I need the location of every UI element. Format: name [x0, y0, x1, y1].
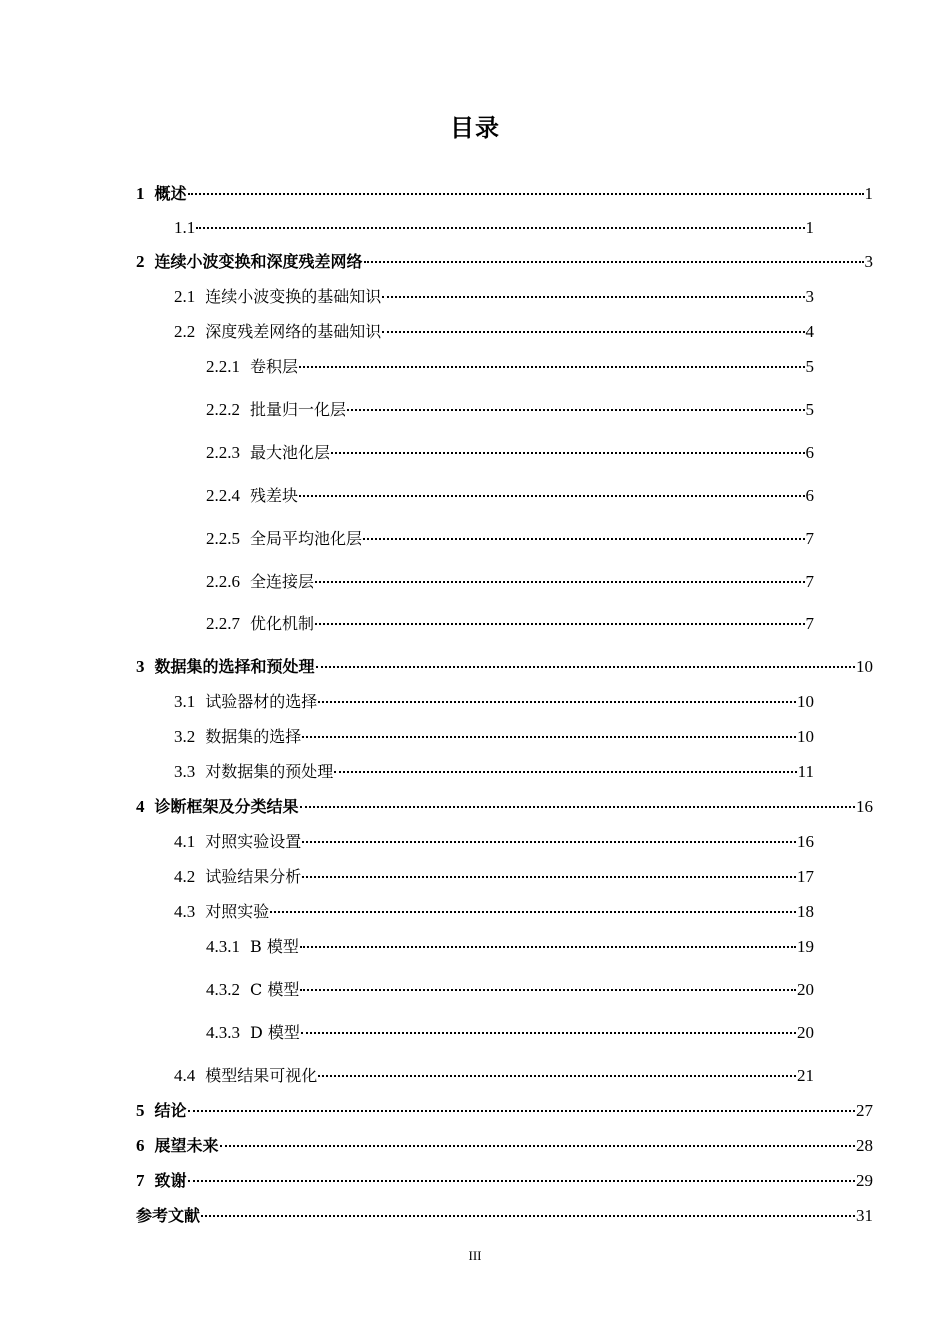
toc-entry-4-3-2[interactable]: [206, 973, 814, 999]
toc-dot-leader: [316, 650, 855, 672]
toc-entry-page: 5: [805, 357, 814, 376]
toc-dot-leader: [318, 1059, 796, 1081]
toc-dot-leader: [318, 685, 796, 707]
toc-dot-leader: [364, 245, 864, 267]
toc-entry-page: 31: [856, 1206, 873, 1225]
toc-entry-title: 致谢: [154, 1171, 187, 1190]
toc-entry-page: 3: [864, 252, 873, 271]
toc-entry-page: 27: [856, 1101, 873, 1120]
toc-entry-title: 试验结果分析: [205, 867, 302, 886]
toc-entry-number: 7: [136, 1171, 145, 1190]
toc-entry-number: 3: [136, 657, 145, 676]
toc-entry-number: 2.2.4: [206, 486, 240, 505]
toc-entry-number: 3.1: [174, 692, 196, 711]
toc-entry-number: 2.2.5: [206, 529, 240, 548]
toc-entry-number: 2.2.1: [206, 357, 240, 376]
toc-entry-title: 概述: [154, 184, 187, 203]
toc-entry-page: 20: [797, 980, 814, 999]
toc-entry-4-2[interactable]: [174, 860, 814, 886]
toc-entry-4-3[interactable]: [174, 895, 814, 921]
toc-entry-4[interactable]: [136, 790, 873, 816]
toc-entry-2-2-2[interactable]: [206, 393, 814, 419]
toc-entry-number: 4.1: [174, 832, 196, 851]
toc-dot-leader: [300, 973, 796, 995]
toc-entry-page: 11: [797, 762, 814, 781]
toc-entry-number: 2.2.7: [206, 614, 240, 633]
toc-entry-number: 5: [136, 1101, 145, 1120]
toc-entry-number: 6: [136, 1136, 145, 1155]
toc-entry-page: 4: [805, 322, 814, 341]
toc-entry-page: 17: [797, 867, 814, 886]
page-number: III: [468, 1248, 482, 1263]
toc-entry-page: 29: [856, 1171, 873, 1190]
toc-entry-title: 批量归一化层: [250, 400, 347, 419]
toc-entry-6[interactable]: [136, 1129, 873, 1155]
toc-entry-title: 对数据集的预处理: [205, 762, 334, 781]
toc-entry-number: 4.4: [174, 1066, 196, 1085]
toc-entry-3-2[interactable]: [174, 720, 814, 746]
toc-entry-number: 1: [136, 184, 145, 203]
toc-entry-title: 全局平均池化层: [250, 529, 363, 548]
toc-entry-title: C 模型: [250, 980, 300, 999]
toc-dot-leader: [382, 280, 804, 302]
toc-dot-leader: [188, 177, 864, 199]
toc-entry-page: 28: [856, 1136, 873, 1155]
toc-dot-leader: [382, 315, 804, 337]
toc-entry-page: 10: [856, 657, 873, 676]
toc-entry-number: 4.3: [174, 902, 196, 921]
toc-entry-title: 展望未来: [154, 1136, 219, 1155]
toc-entry-number: 4.3.3: [206, 1023, 240, 1042]
toc-entry-number: 2: [136, 252, 145, 271]
toc-dot-leader: [220, 1129, 855, 1151]
toc-entry-number: 2.2.6: [206, 572, 240, 591]
toc-dot-leader: [201, 1199, 855, 1221]
toc-entry-5[interactable]: [136, 1094, 873, 1120]
toc-entry-number: 3.2: [174, 727, 196, 746]
toc-dot-leader: [302, 825, 796, 847]
toc-entry-title: 对照实验: [205, 902, 270, 921]
toc-entry-2[interactable]: [136, 245, 873, 271]
toc-entry-2-2-3[interactable]: [206, 436, 814, 462]
toc-dot-leader: [315, 607, 804, 629]
toc-entry-number: 2.2: [174, 322, 196, 341]
toc-entry-title: B 模型: [250, 937, 299, 956]
toc-entry-3-3[interactable]: [174, 755, 814, 781]
toc-entry-page: 6: [805, 443, 814, 462]
toc-entry-2-2-5[interactable]: [206, 522, 814, 548]
toc-entry-title: 全连接层: [250, 572, 315, 591]
toc-dot-leader: [299, 479, 804, 501]
toc-entry-number: 2.1: [174, 287, 196, 306]
toc-dot-leader: [315, 565, 804, 587]
toc-entry-page: 21: [797, 1066, 814, 1085]
toc-entry-page: 6: [805, 486, 814, 505]
toc-entry-title: 试验器材的选择: [205, 692, 318, 711]
toc-entry-2-2-1[interactable]: [206, 350, 814, 376]
toc-entry-page: 1: [864, 184, 873, 203]
toc-entry-title: 连续小波变换和深度残差网络: [154, 252, 363, 271]
toc-entry-7[interactable]: [136, 1164, 873, 1190]
toc-dot-leader: [302, 860, 796, 882]
toc-entry-title: 诊断框架及分类结果: [154, 797, 299, 816]
toc-dot-leader: [270, 895, 796, 917]
toc-entry-number: 4: [136, 797, 145, 816]
toc-entry-page: 16: [856, 797, 873, 816]
toc-entry-4-3-3[interactable]: [206, 1016, 814, 1042]
toc-entry-page: 20: [797, 1023, 814, 1042]
toc-entry-page: 7: [805, 572, 814, 591]
toc-entry-1-1[interactable]: [174, 211, 814, 237]
toc-dot-leader: [331, 436, 804, 458]
toc-entry-number: 2.2.2: [206, 400, 240, 419]
toc-entry-2-2-6[interactable]: [206, 565, 814, 591]
toc-entry-page: 7: [805, 529, 814, 548]
toc-entry-title: 最大池化层: [250, 443, 331, 462]
toc-entry-title: 数据集的选择和预处理: [154, 657, 315, 676]
toc-entry-page: 1: [805, 218, 814, 237]
toc-entry-number: 4.3.2: [206, 980, 240, 999]
toc-dot-leader: [302, 720, 796, 742]
toc-entry-title: 模型结果可视化: [205, 1066, 318, 1085]
toc-entry-page: 10: [797, 692, 814, 711]
toc-entry-title: 连续小波变换的基础知识: [205, 287, 382, 306]
toc-entry-title: 优化机制: [250, 614, 315, 633]
page-title: 目录: [450, 114, 500, 142]
toc-dot-leader: [363, 522, 804, 544]
toc-entry-title: D 模型: [250, 1023, 300, 1042]
toc-entry-page: 5: [805, 400, 814, 419]
toc-dot-leader: [300, 790, 855, 812]
toc-entry-page: 3: [805, 287, 814, 306]
toc-entry-page: 7: [805, 614, 814, 633]
toc-entry-title: 对照实验设置: [205, 832, 302, 851]
toc-dot-leader: [300, 930, 796, 952]
toc-entry-2-2-7[interactable]: [206, 607, 814, 633]
toc-dot-leader: [196, 211, 804, 233]
toc-entry-2-2[interactable]: [174, 315, 814, 341]
toc-entry-number: 1.1: [174, 218, 196, 237]
toc-entry-title: 卷积层: [250, 357, 299, 376]
toc-entry-1[interactable]: [136, 177, 873, 203]
toc-dot-leader: [188, 1094, 855, 1116]
toc-entry-title: 参考文献: [136, 1206, 201, 1225]
toc-entry-number: 2.2.3: [206, 443, 240, 462]
toc-entry-number: 3.3: [174, 762, 196, 781]
toc-entry-4-1[interactable]: [174, 825, 814, 851]
toc-entry-page: 10: [797, 727, 814, 746]
toc-dot-leader: [188, 1164, 855, 1186]
toc-entry-title: 残差块: [250, 486, 299, 505]
toc-entry-2-2-4[interactable]: [206, 479, 814, 505]
toc-entry-3[interactable]: [136, 650, 873, 676]
toc-dot-leader: [301, 1016, 796, 1038]
toc-entry-4-4[interactable]: [174, 1059, 814, 1085]
toc-entry-title: 数据集的选择: [205, 727, 302, 746]
toc-entry-title: 深度残差网络的基础知识: [205, 322, 382, 341]
toc-entry-number: 4.2: [174, 867, 196, 886]
toc-entry-page: 18: [797, 902, 814, 921]
toc-entry-number: 4.3.1: [206, 937, 240, 956]
toc-entry-title: 结论: [154, 1101, 187, 1120]
toc-entry-2-1[interactable]: [174, 280, 814, 306]
toc-entry-3-1[interactable]: [174, 685, 814, 711]
toc-entry-4-3-1[interactable]: [206, 930, 814, 956]
toc-entry-page: 16: [797, 832, 814, 851]
toc-entry-references[interactable]: [136, 1199, 873, 1225]
toc-dot-leader: [299, 350, 804, 372]
toc-dot-leader: [334, 755, 796, 777]
toc-dot-leader: [347, 393, 804, 415]
toc-entry-page: 19: [797, 937, 814, 956]
